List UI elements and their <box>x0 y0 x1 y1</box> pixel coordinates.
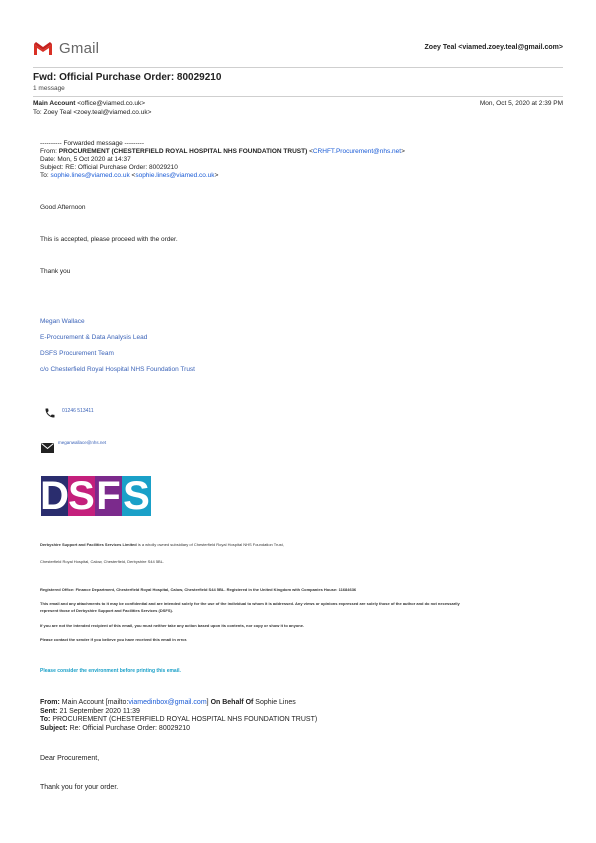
original-subject-label: Subject: <box>40 724 68 732</box>
forwarded-to <box>40 172 405 180</box>
mailto-open: [mailto: <box>105 699 129 706</box>
behalf-label: On Behalf Of <box>210 699 254 706</box>
forwarded-to-label: To: <box>40 172 49 179</box>
thread-subject: Fwd: Official Purchase Order: 80029210 <box>33 72 222 83</box>
logo-letter: S <box>123 476 150 516</box>
original-dear: Dear Procurement, <box>40 755 100 762</box>
sender-name: Main Account <box>33 100 76 107</box>
original-sent <box>40 708 317 717</box>
forwarded-subject: Subject: RE: Official Purchase Order: 80029210 <box>40 164 178 171</box>
bracket: < <box>131 172 136 179</box>
bracket: < <box>309 148 313 155</box>
signature-title: E-Procurement & Data Analysis Lead <box>40 334 148 341</box>
forwarded-to-email-link[interactable]: sophie.lines@viamed.co.uk <box>50 172 130 179</box>
signature-email[interactable]: meganwallace@nhs.net <box>58 440 107 445</box>
mailto-close: ] <box>206 699 209 706</box>
behalf-name: Sophie Lines <box>255 699 296 706</box>
original-to-label: To: <box>40 716 51 723</box>
disclaimer-contact: Please contact the sender if you believe you have received this email in error. <box>40 637 188 642</box>
original-sent-value: 21 September 2020 11:39 <box>59 707 140 715</box>
original-subject-value: Re: Official Purchase Order: 80029210 <box>69 724 191 732</box>
disclaimer-address: Chesterfield Royal Hospital, Calow, Chesterfield, Derbyshire S44 5BL. <box>40 559 165 564</box>
dsfs-logo <box>41 476 151 521</box>
disclaimer-not-recipient: If you are not the intended recipient of this email, you must neither take any action based upon its contents, nor copy or show it to anyone. <box>40 623 305 628</box>
account-user: Zoey Teal <viamed.zoey.teal@gmail.com> <box>424 44 563 51</box>
message-sender <box>33 100 145 107</box>
phone-icon <box>44 406 56 424</box>
forwarded-from <box>40 148 405 156</box>
original-thanks: Thank you for your order. <box>40 784 119 791</box>
logo-letter: S <box>68 476 95 516</box>
disclaimer-registered: Registered Office: Finance Department, Chesterfield Royal Hospital, Calow, Chesterfield S44 5BL. Registered in the United Kingdom with Companies House: 11684636 <box>40 587 357 592</box>
forwarded-block <box>40 140 405 180</box>
signature-org: c/o Chesterfield Royal Hospital NHS Foundation Trust <box>40 366 195 373</box>
gmail-wordmark: Gmail <box>59 40 100 57</box>
message-count: 1 message <box>33 85 65 92</box>
original-mailto-link[interactable]: viamedinbox@gmail.com <box>128 699 207 706</box>
disclaimer-company: Derbyshire Support and Facilities Services Limited <box>40 542 137 547</box>
sender-email[interactable]: <office@viamed.co.uk> <box>77 100 146 107</box>
forwarded-date: Date: Mon, 5 Oct 2020 at 14:37 <box>40 156 131 163</box>
forwarded-to-email-link-2[interactable]: sophie.lines@viamed.co.uk <box>135 172 215 179</box>
gmail-m-icon <box>33 41 53 56</box>
forwarded-from-email-link[interactable]: CRHFT.Procurement@nhs.net <box>312 148 402 155</box>
original-subject <box>40 725 317 734</box>
original-from-name: Main Account <box>61 699 104 706</box>
original-message-header <box>40 699 317 733</box>
message-recipient: To: Zoey Teal <zoey.teal@viamed.co.uk> <box>33 109 152 116</box>
logo-letter: D <box>41 476 69 516</box>
disclaimer-confidential: This email and any attachments to it may be confidential and are intended solely for the use of the individual to whom it is addressed. Any views or opinions expressed are solely those of the author and do not necessarily <box>40 601 460 606</box>
original-from-label: From: <box>40 699 60 706</box>
original-sent-label: Sent: <box>40 707 58 715</box>
thread-divider <box>33 96 563 97</box>
environment-notice: Please consider the environment before printing this email. <box>40 668 181 674</box>
body-thanks: Thank you <box>40 268 71 275</box>
disclaimer-represent: represent those of Derbyshire Support and Facilities Services (DSFS). <box>40 608 173 613</box>
forwarded-from-label: From: <box>40 148 57 155</box>
forwarded-from-name: PROCUREMENT (CHESTERFIELD ROYAL HOSPITAL NHS FOUNDATION TRUST) <box>58 148 308 155</box>
signature-name: Megan Wallace <box>40 318 85 325</box>
disclaimer-line-1 <box>40 542 284 547</box>
header-divider <box>33 67 563 68</box>
bracket: > <box>214 172 219 179</box>
body-greeting: Good Afternoon <box>40 204 86 211</box>
bracket: > <box>401 148 405 155</box>
signature-phone: 01246 513411 <box>62 408 94 414</box>
envelope-icon <box>41 440 54 458</box>
body-message: This is accepted, please proceed with the order. <box>40 236 178 243</box>
original-from <box>40 699 317 708</box>
forwarded-divider: ---------- Forwarded message --------- <box>40 140 144 147</box>
message-date: Mon, Oct 5, 2020 at 2:39 PM <box>479 100 563 107</box>
disclaimer-subsidiary: is a wholly owned subsidiary of Chesterfield Royal Hospital NHS Foundation Trust, <box>136 542 284 547</box>
logo-letter: F <box>96 476 121 516</box>
signature-team: DSFS Procurement Team <box>40 350 114 357</box>
original-to-value: PROCUREMENT (CHESTERFIELD ROYAL HOSPITAL NHS FOUNDATION TRUST) <box>52 716 318 723</box>
original-to <box>40 716 317 725</box>
gmail-logo[interactable] <box>33 40 99 57</box>
